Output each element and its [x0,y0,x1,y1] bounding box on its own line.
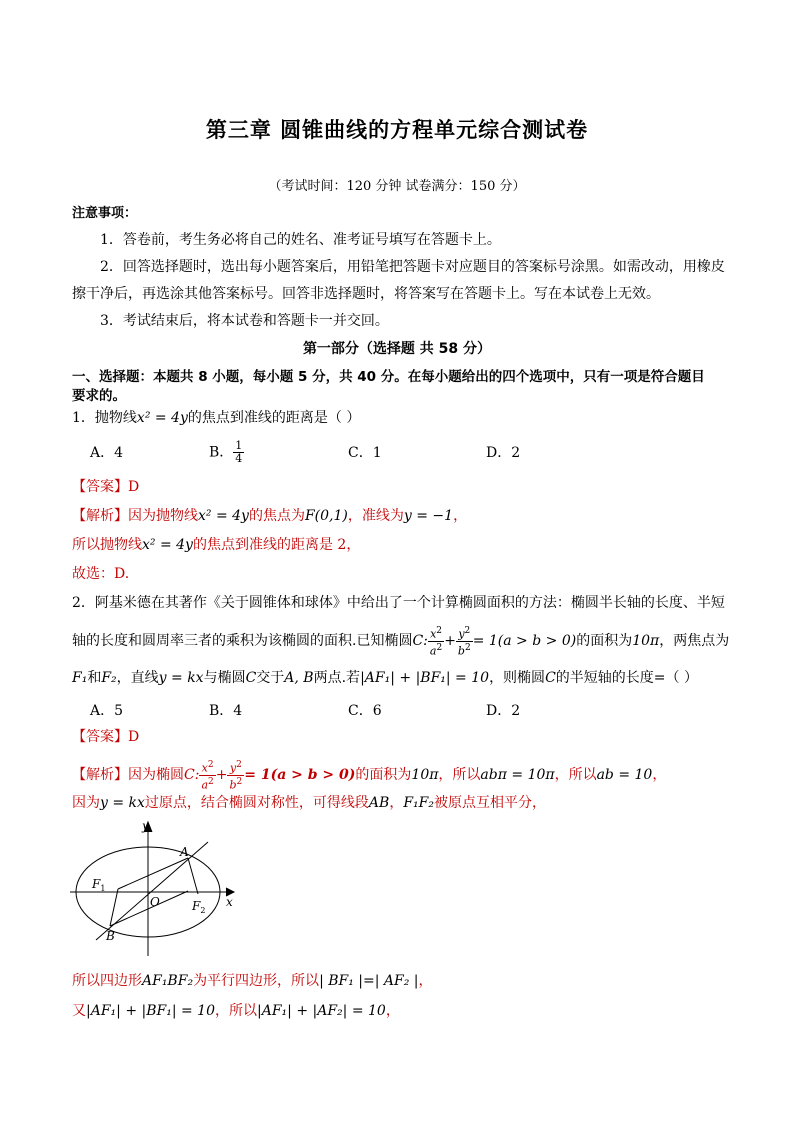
ellipse-diagram [68,818,240,958]
y-axis-label: y [142,819,149,833]
q2-option-b: B．4 [209,703,243,719]
exam-info: （考试时间：120 分钟 试卷满分：150 分） [268,179,526,194]
q1-analysis-line-1: 【解析】因为抛物线x² = 4y的焦点为F(0,1)，准线为y = −1， [72,508,468,524]
q2-option-a: A．5 [90,703,124,719]
point-b-label: B [106,929,115,943]
question-2-line-1: 2．阿基米德在其著作《关于圆锥体和球体》中给出了一个计算椭圆面积的方法：椭圆半长轴的长度、半短 [72,595,725,611]
notice-item-2-line-1: 2．回答选择题时，选出每小题答案后，用铅笔把答题卡对应题目的答案标号涂黑。如需改动，用橡皮 [100,259,725,275]
focus-f2-label: $F_2$ [192,899,206,915]
segment-a-f2 [188,858,198,894]
section-heading-line-2: 要求的。 [72,388,126,404]
focus-f1-label: $F_1$ [92,877,106,893]
segment-b-f1 [110,889,118,926]
origin-label: O [150,895,160,909]
segment-b-f2 [110,891,188,926]
q2-analysis-line-2: 因为y = kx过原点，结合椭圆对称性，可得线段AB，F₁F₂被原点互相平分， [72,795,546,811]
notice-item-1: 1．答卷前，考生务必将自己的姓名、准考证号填写在答题卡上。 [100,232,501,248]
notice-heading: 注意事项： [72,206,138,221]
x-axis-label: x [226,895,233,909]
q1-option-c: C．1 [348,445,382,461]
q1-option-d: D．2 [486,445,521,461]
q1-analysis-line-2: 所以抛物线x² = 4y的焦点到准线的距离是 2， [72,537,361,553]
segment-a-f1 [118,858,188,889]
q1-answer: 【答案】D [72,479,140,495]
notice-item-3: 3．考试结束后，将本试卷和答题卡一并交回。 [100,313,389,329]
parabola-equation: x² = 4y [136,410,188,426]
line-y-kx [96,842,208,940]
q2-analysis-line-3: 所以四边形AF₁BF₂为平行四边形，所以| BF₁ |=| AF₂ |， [72,973,433,989]
part-heading: 第一部分（选择题 共 58 分） [302,341,492,357]
q1-option-a: A．4 [90,445,124,461]
fraction-one-quarter: $\frac{1}{4}$ [235,439,243,465]
fraction-y2-b2: $\frac{y^2}{b^2}$ [457,626,471,658]
question-1-stem: 1．抛物线x² = 4y的焦点到准线的距离是（ ） [72,410,361,426]
page-title: 第三章 圆锥曲线的方程单元综合测试卷 [205,118,589,142]
q2-option-d: D．2 [486,703,521,719]
q2-analysis-line-4: 又|AF₁| + |BF₁| = 10，所以|AF₁| + |AF₂| = 10， [72,1003,400,1019]
q2-analysis-line-1: 【解析】因为椭圆C: $\frac{x^2}{a^2}$ + $\frac{y^2}{b^2}$ = 1(a > b > 0)的面积为10π，所以abπ = 10π，所以ab = 10， [72,760,667,792]
notice-item-2-line-2: 擦干净后，再选涂其他答案标号。回答非选择题时，将答案写在答题卡上。写在本试卷上无效。 [72,286,660,302]
q2-option-c: C．6 [348,703,382,719]
q1-option-b: B． $\frac{1}{4}$ [209,439,243,465]
fraction-x2-a2: $\frac{x^2}{a^2}$ [429,626,443,658]
question-2-line-2: 轴的长度和圆周率三者的乘积为该椭圆的面积.已知椭圆C: $\frac{x^2}{a^2}$ + $\frac{y^2}{b^2}$ = 1(a > b > 0)的面积为10π，两焦点为 [72,626,730,658]
point-a-label: A [180,845,189,859]
q1-choose: 故选：D. [72,566,130,582]
q2-answer: 【答案】D [72,729,140,745]
question-2-line-3: F₁和F₂，直线y = kx与椭圆C交于A, B两点.若|AF₁| + |BF₁| = 10，则椭圆C的半短轴的长度=（ ） [72,670,698,686]
section-heading-line-1: 一、选择题：本题共 8 小题，每小题 5 分，共 40 分。在每小题给出的四个选项中，只有一项是符合题目 [72,369,705,385]
